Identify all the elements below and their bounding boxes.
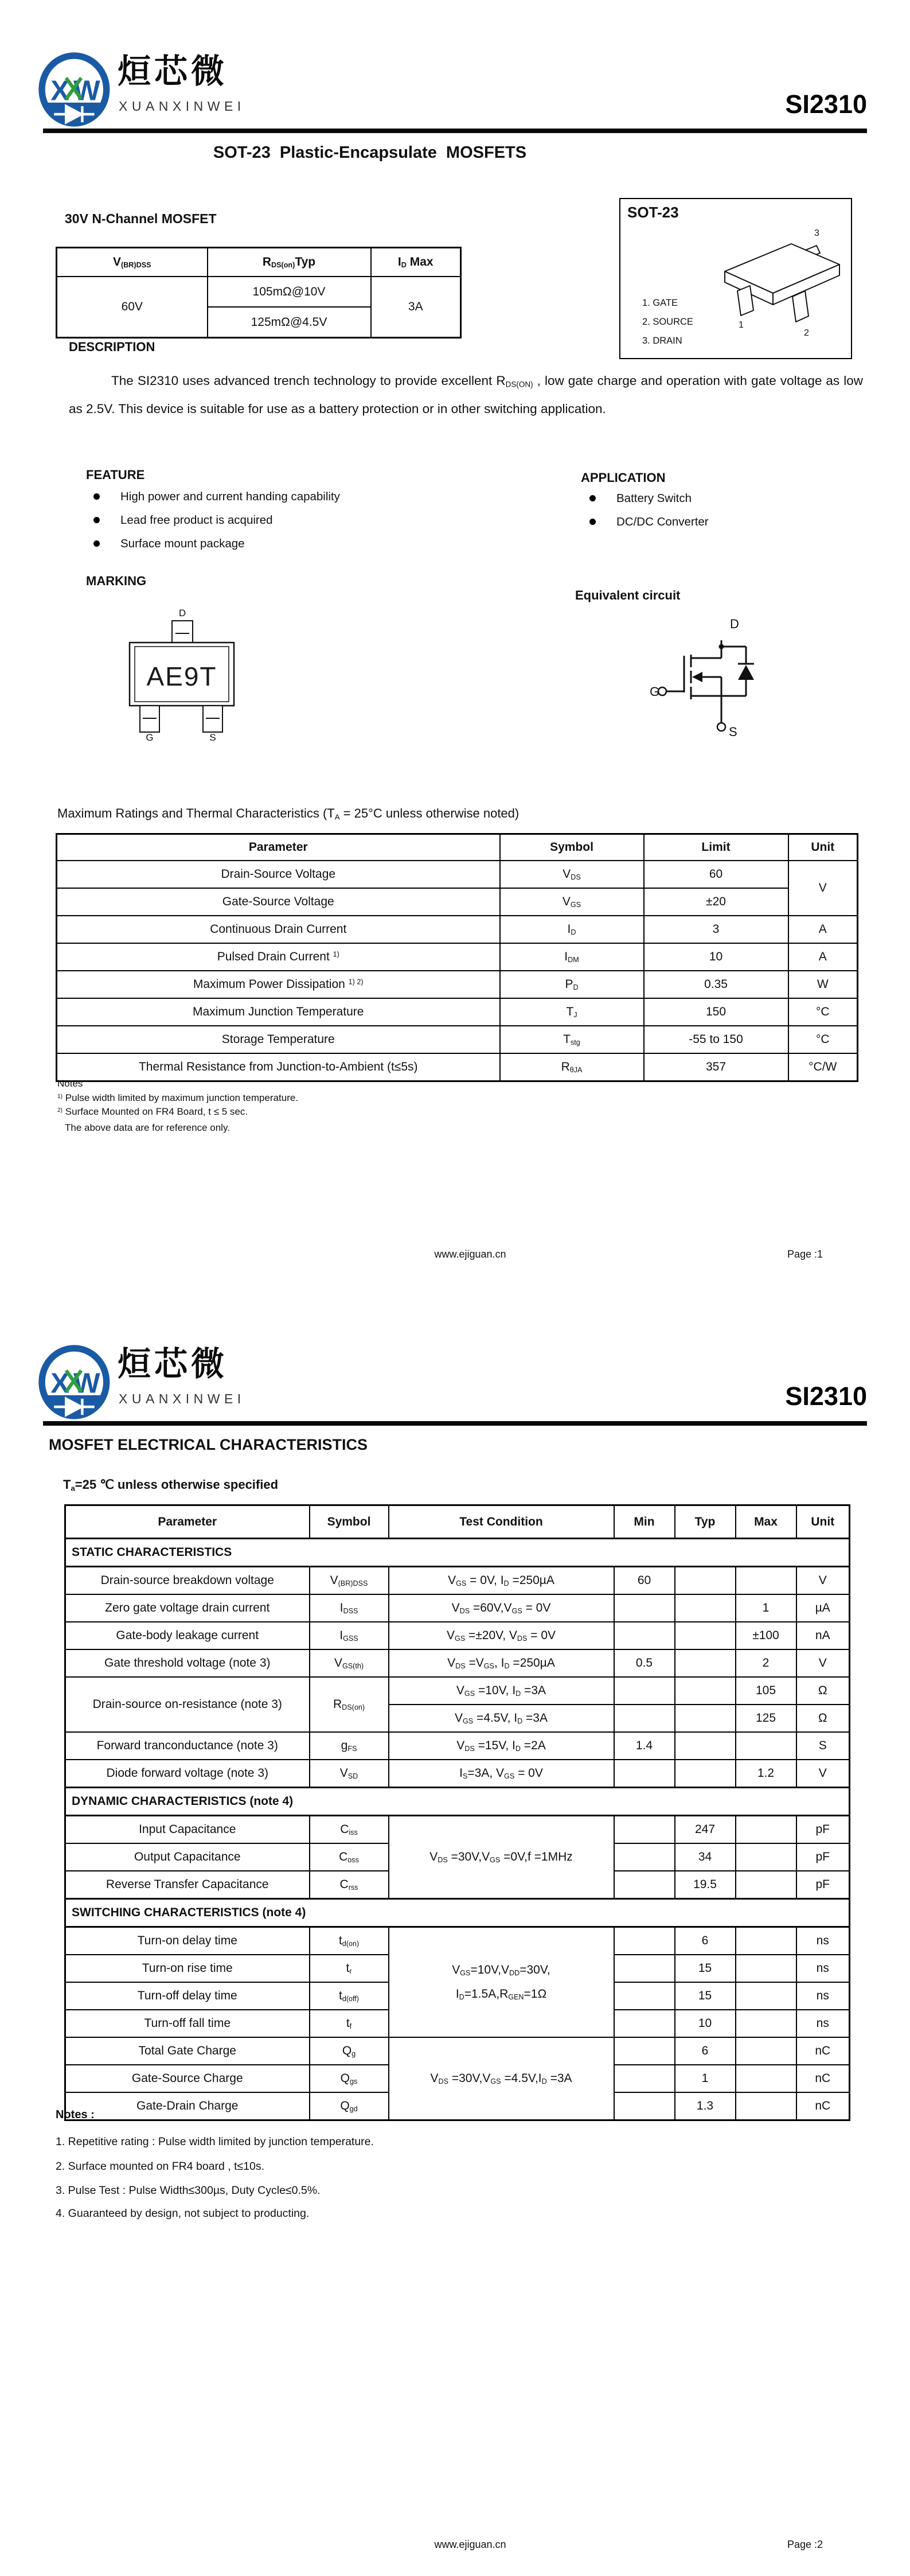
note-line: 2. Surface mounted on FR4 board , t≤10s.: [56, 2160, 265, 2173]
marking-pin-g: G: [146, 732, 154, 742]
cell-unit: V: [796, 1760, 850, 1788]
bullet-icon: [93, 517, 100, 523]
note-line: $^{1)}$ Pulse width limited by maximum junction temperature.: [57, 1092, 299, 1103]
cell-cond: $V_{GS} =\pm 20V$, $V_{DS} = 0V$: [389, 1622, 614, 1649]
cell-empty: [736, 2092, 796, 2120]
list-item: [93, 532, 340, 555]
pin2-number: 2: [804, 328, 809, 338]
cell-rdson-10v: 105mΩ@10V: [208, 277, 371, 307]
cell-param: Turn-off fall time: [65, 2010, 310, 2037]
cell-symbol: $V_{GS(th)}$: [310, 1649, 389, 1677]
col-max: Max: [736, 1505, 796, 1539]
cell-param: Continuous Drain Current: [57, 916, 500, 943]
marking-pin-s: S: [209, 732, 216, 742]
cell-empty: [614, 1677, 675, 1705]
cell-param: Diode forward voltage (note 3): [65, 1760, 310, 1788]
cell-empty: [675, 1567, 736, 1595]
cell-empty: [675, 1649, 736, 1677]
col-typ: Typ: [675, 1505, 736, 1539]
page-2: [0, 1288, 910, 2576]
list-item: [589, 487, 709, 510]
feature-text: Lead free product is acquired: [120, 513, 273, 527]
cell-max: 2: [736, 1649, 796, 1677]
cell-unit: ns: [796, 1927, 850, 1955]
cell-unit: nC: [796, 2037, 850, 2065]
cell-unit: pF: [796, 1871, 850, 1899]
cell-unit: nA: [796, 1622, 850, 1649]
terminal-g-label: G: [650, 684, 660, 699]
cell-typ: 6: [675, 1927, 736, 1955]
cell-empty: [736, 2010, 796, 2037]
cell-param: Forward tranconductance (note 3): [65, 1732, 310, 1760]
package-outline-box: [619, 198, 852, 359]
cell-symbol: $I_D$: [500, 916, 644, 943]
cell-empty: [614, 1955, 675, 1982]
cell-typ: 15: [675, 1982, 736, 2010]
cell-param: Maximum Power Dissipation $^{1) 2)}$: [57, 971, 500, 998]
summary-table: [56, 247, 462, 338]
cell-unit: V: [796, 1649, 850, 1677]
col-parameter: Parameter: [57, 834, 500, 861]
notes-block: [57, 1077, 298, 1119]
col-unit: Unit: [796, 1505, 850, 1539]
feature-text: Surface mount package: [120, 536, 245, 550]
cell-unit: A: [788, 943, 858, 971]
list-item: [93, 508, 340, 532]
cell-limit: -55 to 150: [644, 1026, 788, 1053]
cell-symbol: $V_{DS}$: [500, 861, 644, 888]
cell-empty: [736, 1871, 796, 1899]
list-item: [589, 510, 709, 534]
pin-2-label: 2. SOURCE: [642, 317, 693, 327]
cell-cond: $V_{DS} =60V,V_{GS} = 0V$: [389, 1594, 614, 1622]
cell-empty: [614, 1871, 675, 1899]
table-row: [65, 1816, 850, 1844]
cell-param: Pulsed Drain Current $^{1)}$: [57, 943, 500, 971]
cell-typ: 34: [675, 1843, 736, 1871]
cell-param: Total Gate Charge: [65, 2037, 310, 2065]
cell-symbol: $t_{d(off)}$: [310, 1982, 389, 2010]
cell-empty: [675, 1622, 736, 1649]
cond-line-1: $V_{GS}=10V,V_{DD}=30V$,: [452, 1963, 550, 1977]
cell-empty: [614, 2037, 675, 2065]
svg-text:X: X: [50, 75, 70, 107]
sot23-package-icon: [718, 227, 847, 353]
max-ratings-table: [56, 833, 858, 1082]
feature-text: High power and current handing capability: [120, 489, 340, 503]
cell-empty: [675, 1705, 736, 1732]
elec-header-row: [65, 1505, 850, 1539]
cell-empty: [736, 1927, 796, 1955]
package-name: SOT-23: [627, 204, 679, 221]
test-condition-line: $T_a=25$ ℃ unless otherwise specified: [63, 1477, 279, 1493]
svg-text:W: W: [73, 1367, 100, 1399]
cell-cond: $V_{GS} =10V$, $I_D =3A$: [389, 1677, 614, 1705]
cell-param: Gate-Source Charge: [65, 2065, 310, 2092]
cell-cond: $V_{GS} =4.5V$, $I_D =3A$: [389, 1705, 614, 1732]
cell-symbol: $V_{(BR)DSS}$: [310, 1567, 389, 1595]
table-row: [57, 943, 858, 971]
table-row: [65, 1567, 850, 1595]
marking-diagram-icon: [127, 607, 236, 742]
brand-name-cn: 烜芯微: [118, 53, 228, 90]
terminal-s-label: S: [729, 725, 737, 739]
cell-symbol: $C_{oss}$: [310, 1843, 389, 1871]
cell-unit: S: [796, 1732, 850, 1760]
cell-unit: V: [788, 861, 858, 916]
pin1-number: 1: [739, 320, 744, 330]
cell-typ: 10: [675, 2010, 736, 2037]
cell-unit: ns: [796, 1982, 850, 2010]
table-row: [57, 998, 858, 1026]
cell-symbol: $V_{SD}$: [310, 1760, 389, 1788]
company-logo-icon: [38, 52, 114, 127]
table-row: [65, 1677, 850, 1705]
table-row: [57, 1026, 858, 1053]
section-label: STATIC CHARACTERISTICS: [65, 1539, 850, 1567]
marking-heading: MARKING: [86, 574, 147, 588]
mosfet-circuit-icon: [650, 611, 767, 743]
table-row: [65, 1594, 850, 1622]
cell-empty: [614, 1705, 675, 1732]
brand-name-en: XUANXINWEI: [119, 1391, 245, 1406]
table-row: [65, 1732, 850, 1760]
cell-unit: Ω: [796, 1705, 850, 1732]
cell-empty: [614, 1594, 675, 1622]
cell-min: 0.5: [614, 1649, 675, 1677]
cell-symbol: $Q_g$: [310, 2037, 389, 2065]
note-line: 1. Repetitive rating : Pulse width limited by junction temperature.: [56, 2135, 374, 2148]
cell-symbol: $R_{DS(on)}$: [310, 1677, 389, 1732]
cell-empty: [736, 1816, 796, 1844]
table-row: [65, 1622, 850, 1649]
cell-empty: [675, 1760, 736, 1788]
cell-empty: [675, 1594, 736, 1622]
cell-unit: µA: [796, 1594, 850, 1622]
page-title: SOT-23 Plastic-Encapsulate MOSFETS: [213, 143, 527, 162]
table-row: [65, 1649, 850, 1677]
cell-empty: [736, 1843, 796, 1871]
cell-unit: nC: [796, 2065, 850, 2092]
brand-name-cn: 烜芯微: [118, 1345, 228, 1383]
cell-param: Maximum Junction Temperature: [57, 998, 500, 1026]
cell-max: ±100: [736, 1622, 796, 1649]
cell-unit: A: [788, 916, 858, 943]
cell-symbol: $C_{iss}$: [310, 1816, 389, 1844]
cell-unit: pF: [796, 1816, 850, 1844]
note-line: $^{2)}$ Surface Mounted on FR4 Board, t ≤ 5 sec.: [57, 1106, 248, 1118]
cell-empty: [614, 1816, 675, 1844]
cell-rdson-45v: 125mΩ@4.5V: [208, 307, 371, 338]
cell-symbol: $V_{GS}$: [500, 888, 644, 916]
cell-empty: [614, 1760, 675, 1788]
cell-symbol: $g_{FS}$: [310, 1732, 389, 1760]
col-parameter: Parameter: [65, 1505, 310, 1539]
cell-param: Gate-Drain Charge: [65, 2092, 310, 2120]
cell-param: Thermal Resistance from Junction-to-Ambient (t≤5s): [57, 1053, 500, 1081]
marking-pin-d: D: [178, 608, 186, 618]
cell-param: Gate-body leakage current: [65, 1622, 310, 1649]
cell-unit: Ω: [796, 1677, 850, 1705]
application-list: [589, 487, 709, 534]
note-line: 3. Pulse Test : Pulse Width≤300µs, Duty Cycle≤0.5%.: [56, 2184, 321, 2197]
section-row-static: [65, 1539, 850, 1567]
table-row: [65, 1927, 850, 1955]
section-row-dynamic: [65, 1788, 850, 1816]
table-row: [65, 1760, 850, 1788]
cell-param: Storage Temperature: [57, 1026, 500, 1053]
cell-empty: [614, 1982, 675, 2010]
col-test-condition: Test Condition: [389, 1505, 614, 1539]
cell-limit: 150: [644, 998, 788, 1026]
cell-unit: °C: [788, 1026, 858, 1053]
cell-vbrdss: 60V: [57, 277, 208, 338]
cell-unit: °C: [788, 998, 858, 1026]
cell-empty: [614, 2010, 675, 2037]
footer-site: www.ejiguan.cn: [434, 2539, 506, 2550]
cell-min: 1.4: [614, 1732, 675, 1760]
cell-empty: [614, 1843, 675, 1871]
cell-empty: [614, 1622, 675, 1649]
cell-empty: [736, 1955, 796, 1982]
notes-disclaimer: The above data are for reference only.: [65, 1122, 230, 1133]
cell-typ: 1.3: [675, 2092, 736, 2120]
bullet-icon: [93, 540, 100, 547]
cell-unit: nC: [796, 2092, 850, 2120]
notes-heading: Notes: [57, 1078, 83, 1089]
table-row: [57, 861, 858, 888]
section-row-switching: [65, 1899, 850, 1927]
cell-limit: 10: [644, 943, 788, 971]
cell-empty: [614, 2092, 675, 2120]
cell-param: Gate-Source Voltage: [57, 888, 500, 916]
part-number: SI2310: [785, 1382, 867, 1411]
cell-param: Drain-source breakdown voltage: [65, 1567, 310, 1595]
cell-max: 125: [736, 1705, 796, 1732]
cell-max: 1.2: [736, 1760, 796, 1788]
section-label: SWITCHING CHARACTERISTICS (note 4): [65, 1899, 850, 1927]
notes-heading: Notes :: [56, 2108, 95, 2121]
cell-symbol: $T_J$: [500, 998, 644, 1026]
table-row: [57, 916, 858, 943]
feature-heading: FEATURE: [86, 468, 145, 482]
feature-list: [93, 485, 340, 555]
cell-param: Gate threshold voltage (note 3): [65, 1649, 310, 1677]
cell-typ: 6: [675, 2037, 736, 2065]
cell-param: Drain-Source Voltage: [57, 861, 500, 888]
cell-unit: V: [796, 1567, 850, 1595]
electrical-characteristics-table: [64, 1504, 850, 2121]
table-row: [65, 2037, 850, 2065]
cell-idmax: 3A: [371, 277, 461, 338]
cell-param: Zero gate voltage drain current: [65, 1594, 310, 1622]
cell-typ: 19.5: [675, 1871, 736, 1899]
pin-assignment-list: [642, 294, 693, 351]
col-unit: Unit: [788, 834, 858, 861]
cell-unit: pF: [796, 1843, 850, 1871]
summary-header-row: [57, 248, 461, 277]
cell-min: 60: [614, 1567, 675, 1595]
description-paragraph: The SI2310 uses advanced trench technology to provide excellent $R_{DS(ON)}$ , low gate charge and operation with gate voltage as low as 2.5V. This device is suitable for use as a battery protection or in other switching application.: [69, 373, 863, 417]
bullet-icon: [589, 519, 596, 525]
company-logo-icon: [38, 1344, 114, 1420]
col-min: Min: [614, 1505, 675, 1539]
cell-param: Output Capacitance: [65, 1843, 310, 1871]
cell-symbol: $t_r$: [310, 1955, 389, 1982]
cell-empty: [614, 2065, 675, 2092]
header-rule: [43, 1421, 867, 1426]
cell-max: 105: [736, 1677, 796, 1705]
cell-limit: 3: [644, 916, 788, 943]
svg-text:X: X: [50, 1367, 70, 1399]
cell-limit: 60: [644, 861, 788, 888]
ratings-header-row: [57, 834, 858, 861]
footer-page-number: Page :1: [787, 1248, 823, 1260]
cell-unit: °C/W: [788, 1053, 858, 1081]
cell-symbol: $I_{DSS}$: [310, 1594, 389, 1622]
cell-cond: $V_{DS} =15V$, $I_D =2A$: [389, 1732, 614, 1760]
cell-symbol: $R_{\theta JA}$: [500, 1053, 644, 1081]
ratings-title: Maximum Ratings and Thermal Characteristics ($T_A = 25^\circ C$ unless otherwise noted): [57, 806, 520, 822]
cell-param: Reverse Transfer Capacitance: [65, 1871, 310, 1899]
cell-unit: W: [788, 971, 858, 998]
cell-symbol: $t_f$: [310, 2010, 389, 2037]
cell-typ: 1: [675, 2065, 736, 2092]
cell-param: Drain-source on-resistance (note 3): [65, 1677, 310, 1732]
svg-text:W: W: [73, 75, 100, 107]
cell-unit: ns: [796, 1955, 850, 1982]
cell-cond: $V_{DS} =30V,V_{GS} =0V,f =1MHz$: [389, 1816, 614, 1899]
section-title: MOSFET ELECTRICAL CHARACTERISTICS: [49, 1436, 368, 1453]
application-text: Battery Switch: [616, 491, 692, 505]
cell-limit: 357: [644, 1053, 788, 1081]
cell-empty: [736, 2037, 796, 2065]
pin-1-label: 1. GATE: [642, 298, 678, 308]
table-row: [57, 971, 858, 998]
cell-empty: [736, 1732, 796, 1760]
cell-param: Turn-on delay time: [65, 1927, 310, 1955]
part-number: SI2310: [785, 90, 867, 119]
device-subtitle: 30V N-Channel MOSFET: [65, 211, 217, 226]
marking-code: AE9T: [146, 661, 217, 691]
summary-row: [57, 277, 461, 307]
cell-empty: [736, 1982, 796, 2010]
cell-symbol: $Q_{gs}$: [310, 2065, 389, 2092]
cell-typ: 247: [675, 1816, 736, 1844]
cell-cond: $V_{GS} = 0V$, $I_D =250\mu A$: [389, 1567, 614, 1595]
cell-symbol: $I_{GSS}$: [310, 1622, 389, 1649]
cell-empty: [614, 1927, 675, 1955]
col-symbol: Symbol: [310, 1505, 389, 1539]
cell-unit: ns: [796, 2010, 850, 2037]
col-symbol: Symbol: [500, 834, 644, 861]
cell-empty: [736, 1567, 796, 1595]
cell-cond: $I_S=3A$, $V_{GS} = 0V$: [389, 1760, 614, 1788]
table-row: [57, 888, 858, 916]
brand-name-en: XUANXINWEI: [119, 99, 245, 114]
cell-cond: $V_{DS} =V_{GS}$, $I_D =250\mu A$: [389, 1649, 614, 1677]
cell-typ: 15: [675, 1955, 736, 1982]
col-limit: Limit: [644, 834, 788, 861]
list-item: [93, 485, 340, 508]
col-vbrdss: $V_{(BR)DSS}$: [57, 248, 208, 277]
cell-symbol: $P_D$: [500, 971, 644, 998]
terminal-d-label: D: [730, 617, 739, 631]
cell-symbol: $T_{stg}$: [500, 1026, 644, 1053]
col-rdson: $R_{DS(on)}Typ$: [208, 248, 371, 277]
cell-max: 1: [736, 1594, 796, 1622]
cell-empty: [675, 1732, 736, 1760]
cell-symbol: $t_{d(on)}$: [310, 1927, 389, 1955]
cond-line-2: $I_D=1.5A,R_{GEN}=1\Omega$: [455, 1987, 547, 2002]
application-heading: APPLICATION: [581, 470, 666, 485]
cell-symbol: $C_{rss}$: [310, 1871, 389, 1899]
cell-param: Turn-off delay time: [65, 1982, 310, 2010]
pin-3-label: 3. DRAIN: [642, 336, 682, 346]
cell-symbol: $Q_{gd}$: [310, 2092, 389, 2120]
footer-page-number: Page :2: [787, 2539, 823, 2550]
bullet-icon: [589, 495, 596, 501]
header-rule: [43, 129, 867, 133]
cell-limit: 0.35: [644, 971, 788, 998]
cell-param: Turn-on rise time: [65, 1955, 310, 1982]
description-heading: DESCRIPTION: [69, 340, 155, 354]
equivalent-circuit-heading: Equivalent circuit: [575, 588, 681, 602]
section-label: DYNAMIC CHARACTERISTICS (note 4): [65, 1788, 850, 1816]
cell-empty: [675, 1677, 736, 1705]
cell-empty: [736, 2065, 796, 2092]
cell-cond: $V_{DS} =30V,V_{GS} =4.5V,I_D =3A$: [389, 2037, 614, 2120]
pin3-number: 3: [814, 228, 819, 238]
cell-cond: [389, 1927, 614, 2038]
cell-symbol: $I_{DM}$: [500, 943, 644, 971]
cell-param: Input Capacitance: [65, 1816, 310, 1844]
footer-site: www.ejiguan.cn: [434, 1248, 506, 1260]
bullet-icon: [93, 493, 100, 500]
note-line: 4. Guaranteed by design, not subject to producting.: [56, 2207, 310, 2220]
cell-limit: ±20: [644, 888, 788, 916]
col-idmax: $I_D$ Max: [371, 248, 461, 277]
application-text: DC/DC Converter: [616, 515, 709, 528]
